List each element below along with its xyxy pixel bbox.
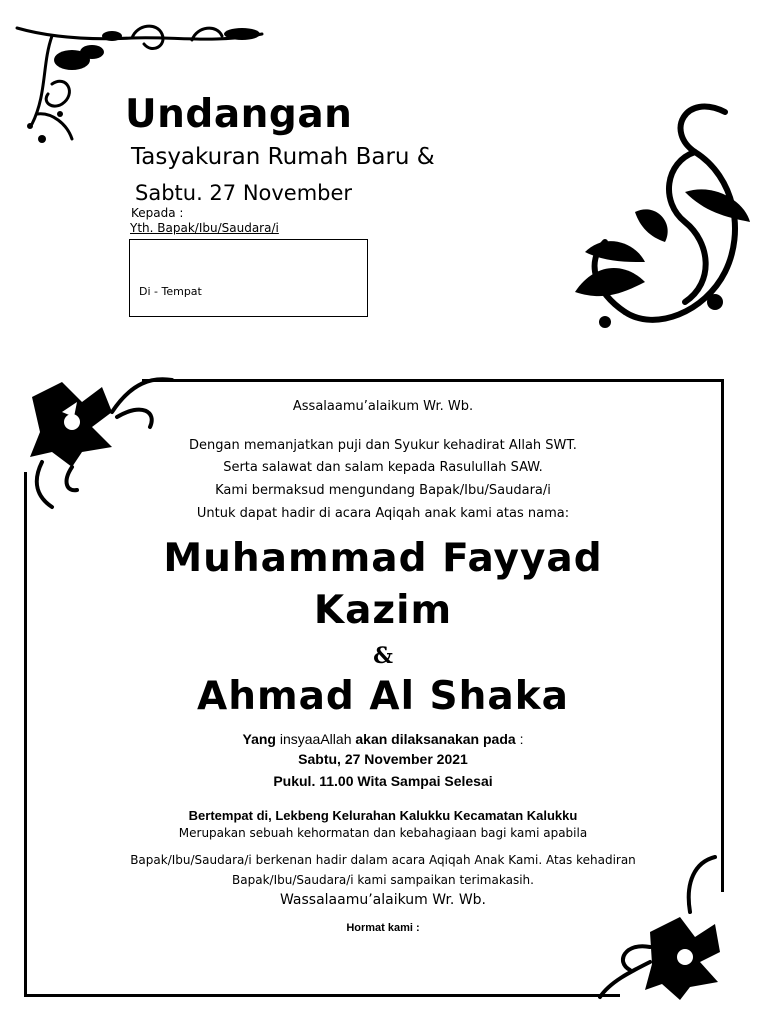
yang-text: Yang — [242, 731, 276, 747]
recipient-label: Yth. Bapak/Ibu/Saudara/i — [130, 221, 279, 235]
body-line: Serta salawat dan salam kepada Rasulullah SAW. — [223, 460, 543, 475]
event-date-header: Sabtu. 27 November — [135, 181, 353, 205]
body-line: Kami bermaksud mengundang Bapak/Ibu/Saudara/i — [215, 483, 551, 498]
body-line: Untuk dapat hadir di acara Aqiqah anak kami atas nama: — [196, 506, 570, 521]
page-title: Undangan — [125, 92, 353, 137]
schedule-intro — [24, 731, 742, 747]
event-subtitle: Tasyakuran Rumah Baru & — [131, 144, 435, 170]
child-name-1: Muhammad Fayyad — [163, 536, 603, 581]
colon-text: : — [519, 731, 524, 747]
event-location: Bertempat di, Lekbeng Kelurahan Kalukku Kecamatan Kalukku — [188, 808, 578, 823]
swirl-ornament-top-right — [565, 92, 760, 337]
closing-line: Bapak/Ibu/Saudara/i berkenan hadir dalam acara Aqiqah Anak Kami. Atas kehadiran — [130, 853, 636, 867]
ampersand: & — [373, 643, 393, 669]
signature-label: Hormat kami : — [346, 922, 420, 934]
body-line: Dengan memanjatkan puji dan Syukur kehadirat Allah SWT. — [189, 438, 577, 453]
insya-text: insyaaAllah — [279, 731, 352, 747]
child-name-1-cont: Kazim — [313, 588, 453, 633]
event-time: Pukul. 11.00 Wita Sampai Selesai — [273, 773, 493, 789]
greeting: Assalaamu’alaikum Wr. Wb. — [292, 399, 474, 414]
child-name-2: Ahmad Al Shaka — [197, 674, 569, 719]
akan-text: akan dilaksanakan pada — [355, 731, 516, 747]
event-date: Sabtu, 27 November 2021 — [298, 751, 468, 767]
farewell: Wassalaamu’alaikum Wr. Wb. — [279, 892, 487, 908]
honor-line: Merupakan sebuah kehormatan dan kebahagiaan bagi kami apabila — [178, 826, 588, 840]
address-box[interactable] — [129, 239, 368, 317]
closing-line: Bapak/Ibu/Saudara/i kami sampaikan terimakasih. — [232, 873, 534, 887]
kepada-label: Kepada : — [131, 206, 184, 220]
di-tempat-label: Di - Tempat — [139, 285, 202, 298]
